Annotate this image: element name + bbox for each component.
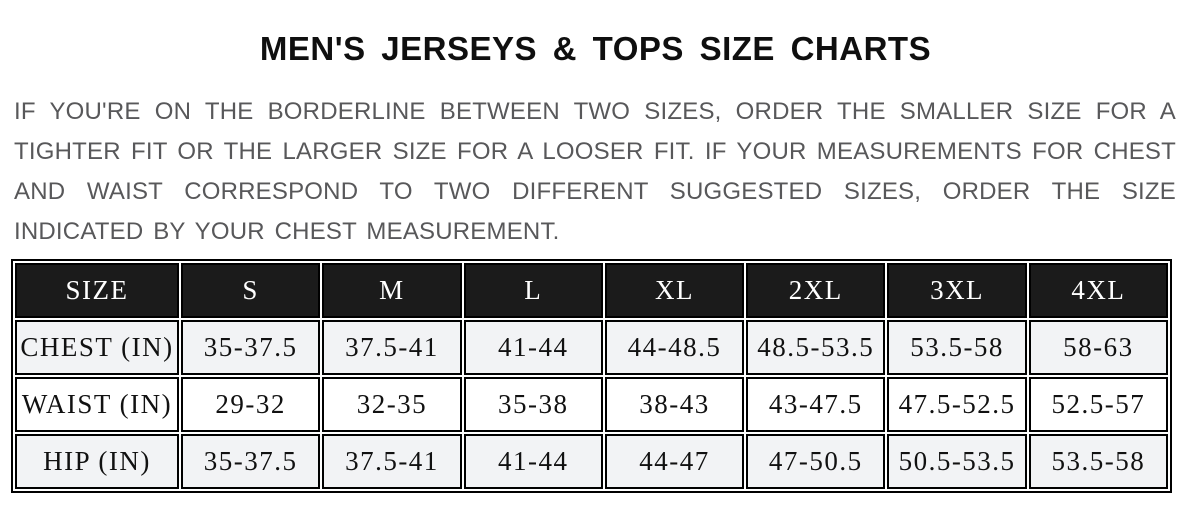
size-value-cell: 53.5-58	[887, 320, 1026, 375]
size-value-cell: 47-50.5	[746, 434, 885, 489]
column-header-xl: XL	[605, 263, 744, 318]
sizing-guidance-text: IF YOU'RE ON THE BORDERLINE BETWEEN TWO SIZES, ORDER THE SMALLER SIZE FOR A TIGHTER FIT OR THE LARGER SIZE FOR A LOOSER FIT. IF YOUR MEASUREMENTS FOR CHEST AND WAIST CORRESPOND TO TWO DIFFERENT SUGGESTED SIZES, ORDER THE SIZE INDICATED BY YOUR CHEST MEASUREMENT.	[14, 98, 1176, 245]
size-chart-table	[11, 259, 1172, 493]
size-value-cell: 50.5-53.5	[887, 434, 1026, 489]
size-value-cell: 41-44	[464, 434, 603, 489]
table-header-row	[15, 263, 1168, 318]
size-value-cell: 58-63	[1029, 320, 1168, 375]
size-value-cell: 35-38	[464, 377, 603, 432]
size-value-cell: 43-47.5	[746, 377, 885, 432]
size-value-cell: 41-44	[464, 320, 603, 375]
size-value-cell: 47.5-52.5	[887, 377, 1026, 432]
column-header-m: M	[322, 263, 461, 318]
row-label-cell: HIP (IN)	[15, 434, 179, 489]
size-value-cell: 52.5-57	[1029, 377, 1168, 432]
table-row	[15, 434, 1168, 489]
size-value-cell: 48.5-53.5	[746, 320, 885, 375]
column-header-4xl: 4XL	[1029, 263, 1168, 318]
size-value-cell: 35-37.5	[181, 434, 320, 489]
size-value-cell: 53.5-58	[1029, 434, 1168, 489]
column-header-2xl: 2XL	[746, 263, 885, 318]
size-value-cell: 32-35	[322, 377, 461, 432]
size-value-cell: 37.5-41	[322, 320, 461, 375]
size-value-cell: 35-37.5	[181, 320, 320, 375]
size-value-cell: 37.5-41	[322, 434, 461, 489]
column-header-3xl: 3XL	[887, 263, 1026, 318]
column-header-s: S	[181, 263, 320, 318]
table-body	[15, 320, 1168, 489]
size-value-cell: 44-48.5	[605, 320, 744, 375]
size-value-cell: 29-32	[181, 377, 320, 432]
row-label-cell: WAIST (IN)	[15, 377, 179, 432]
column-header-l: L	[464, 263, 603, 318]
size-column-header: SIZE	[15, 263, 179, 318]
size-value-cell: 44-47	[605, 434, 744, 489]
table-row	[15, 320, 1168, 375]
table-row	[15, 377, 1168, 432]
size-value-cell: 38-43	[605, 377, 744, 432]
row-label-cell: CHEST (IN)	[15, 320, 179, 375]
page-title: MEN'S JERSEYS & TOPS SIZE CHARTS	[259, 30, 932, 67]
